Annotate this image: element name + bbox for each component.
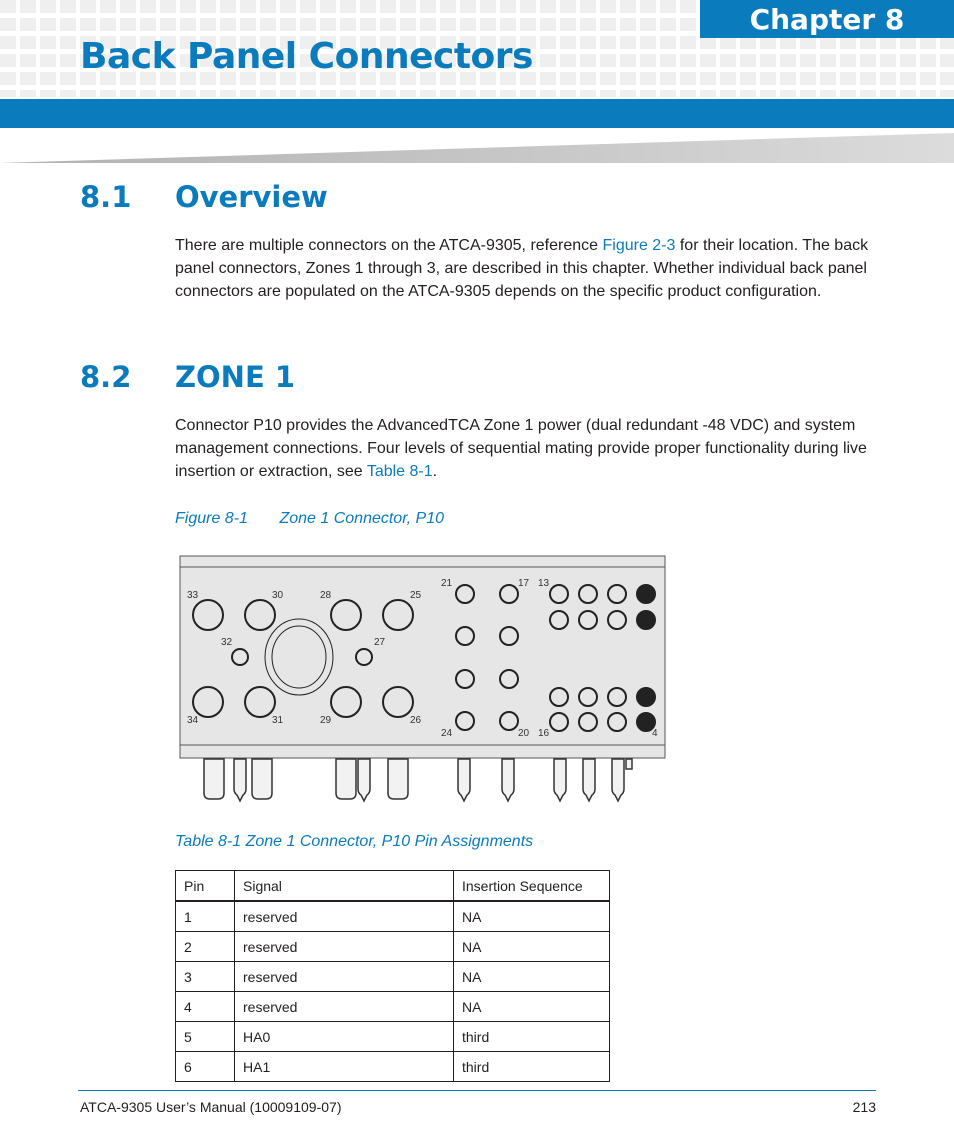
pin-14 — [550, 611, 568, 629]
pin-24 — [456, 712, 474, 730]
pin-label-24: 24 — [441, 728, 453, 739]
overview-text-before: There are multiple connectors on the ATCA-9305, reference — [175, 237, 603, 254]
pin-5 — [608, 585, 626, 603]
pin-26 — [383, 687, 413, 717]
zone1-text-before: Connector P10 provides the AdvancedTCA Zone 1 power (dual redundant -48 VDC) and system management connections. Four levels of sequential mating provide proper functionality during live insertion or extraction, see — [175, 417, 867, 480]
zone1-connector-figure — [178, 553, 668, 808]
pin-label-16: 16 — [538, 728, 550, 739]
cell-sequence: NA — [454, 932, 610, 962]
pin-29 — [331, 687, 361, 717]
footer-manual-title: ATCA-9305 User’s Manual (10009109-07) — [80, 1099, 342, 1115]
figure-caption — [175, 510, 444, 528]
pin-18 — [500, 627, 518, 645]
cell-sequence: NA — [454, 901, 610, 932]
connector-drawing — [178, 553, 668, 808]
title-shadow — [0, 133, 954, 163]
table-row — [176, 992, 610, 1022]
pin-assignment-table — [175, 870, 610, 1082]
pin-13 — [550, 585, 568, 603]
figure-number: Figure 8-1 — [175, 510, 248, 527]
cell-pin: 2 — [176, 932, 235, 962]
pin-15 — [550, 688, 568, 706]
contact-tails — [204, 759, 632, 801]
footer-rule — [78, 1090, 876, 1091]
tail-1 — [204, 759, 224, 799]
pin-label-29: 29 — [320, 715, 332, 726]
table-row — [176, 901, 610, 932]
column-header-insertion-sequence: Insertion Sequence — [454, 871, 610, 902]
cell-signal: reserved — [235, 992, 454, 1022]
pin-label-30: 30 — [272, 590, 284, 601]
cell-signal: reserved — [235, 901, 454, 932]
tail-3 — [252, 759, 272, 799]
pin-16 — [550, 713, 568, 731]
pin-21 — [456, 585, 474, 603]
pin-8 — [608, 713, 626, 731]
pin-30 — [245, 600, 275, 630]
pin-34 — [193, 687, 223, 717]
cell-sequence: NA — [454, 962, 610, 992]
pin-label-4: 4 — [652, 728, 658, 739]
pin-32 — [232, 649, 248, 665]
cell-pin: 4 — [176, 992, 235, 1022]
column-header-pin: Pin — [176, 871, 235, 902]
cell-pin: 5 — [176, 1022, 235, 1052]
pin-31 — [245, 687, 275, 717]
table-caption: Table 8-1 Zone 1 Connector, P10 Pin Assignments — [175, 833, 534, 850]
table-row — [176, 932, 610, 962]
cell-sequence: third — [454, 1052, 610, 1082]
cell-signal: HA0 — [235, 1022, 454, 1052]
pin-12 — [579, 713, 597, 731]
table-row — [176, 1022, 610, 1052]
pin-19 — [500, 670, 518, 688]
cell-pin: 6 — [176, 1052, 235, 1082]
cell-sequence: third — [454, 1022, 610, 1052]
tail-4 — [336, 759, 356, 799]
pin-label-27: 27 — [374, 637, 386, 648]
pin-9 — [579, 585, 597, 603]
pin-11 — [579, 688, 597, 706]
chapter-tab: Chapter 8 — [700, 0, 954, 38]
guide-hole-inner — [272, 626, 326, 688]
tail-5 — [358, 759, 370, 801]
pin-label-17: 17 — [518, 578, 530, 589]
tail-10 — [583, 759, 595, 801]
table-row — [176, 1052, 610, 1082]
zone1-paragraph — [175, 414, 875, 483]
pin-2 — [637, 611, 655, 629]
pin-3 — [637, 688, 655, 706]
pin-label-28: 28 — [320, 590, 332, 601]
section-heading-overview — [80, 180, 328, 214]
section-heading-zone1 — [80, 360, 295, 394]
pin-label-20: 20 — [518, 728, 530, 739]
section-number: 8.1 — [80, 180, 132, 214]
pin-10 — [579, 611, 597, 629]
pin-7 — [608, 688, 626, 706]
pin-27 — [356, 649, 372, 665]
pin-label-34: 34 — [187, 715, 199, 726]
overview-paragraph — [175, 234, 875, 303]
cell-signal: reserved — [235, 932, 454, 962]
title-bar — [0, 99, 954, 128]
section-title: Overview — [175, 180, 328, 214]
pin-label-31: 31 — [272, 715, 284, 726]
tail-11 — [612, 759, 624, 801]
tail-7 — [458, 759, 470, 801]
pin-33 — [193, 600, 223, 630]
pin-23 — [456, 670, 474, 688]
section-title: ZONE 1 — [175, 360, 296, 394]
pin-25 — [383, 600, 413, 630]
pin-label-33: 33 — [187, 590, 199, 601]
cell-sequence: NA — [454, 992, 610, 1022]
figure-title: Zone 1 Connector, P10 — [279, 510, 445, 527]
zone1-text-after: . — [432, 463, 438, 480]
cell-signal: reserved — [235, 962, 454, 992]
tail-8 — [502, 759, 514, 801]
cell-pin: 1 — [176, 901, 235, 932]
tail-6 — [388, 759, 408, 799]
pin-6 — [608, 611, 626, 629]
table-header-row — [176, 871, 610, 902]
overview-text-after: for their location. The back panel connectors, Zones 1 through 3, are described in this chapter. Whether individual back panel connectors are populated on the ATCA-9305 depends on the specific product configuration. — [175, 237, 869, 300]
pin-22 — [456, 627, 474, 645]
tail-12 — [626, 759, 632, 769]
pin-20 — [500, 712, 518, 730]
page-title: Back Panel Connectors — [80, 36, 533, 77]
tail-9 — [554, 759, 566, 801]
cell-signal: HA1 — [235, 1052, 454, 1082]
section-number: 8.2 — [80, 360, 132, 394]
pin-1 — [637, 585, 655, 603]
pin-label-25: 25 — [410, 590, 422, 601]
figure-2-3-link[interactable]: Figure 2-3 — [602, 237, 676, 254]
cell-pin: 3 — [176, 962, 235, 992]
footer-page-number: 213 — [852, 1099, 876, 1115]
pin-label-13: 13 — [538, 578, 550, 589]
pin-label-26: 26 — [410, 715, 422, 726]
pin-28 — [331, 600, 361, 630]
pin-label-21: 21 — [441, 578, 453, 589]
table-row — [176, 962, 610, 992]
table-8-1-link[interactable]: Table 8-1 — [366, 463, 433, 480]
tail-2 — [234, 759, 246, 801]
pin-17 — [500, 585, 518, 603]
column-header-signal: Signal — [235, 871, 454, 902]
pin-label-32: 32 — [221, 637, 233, 648]
